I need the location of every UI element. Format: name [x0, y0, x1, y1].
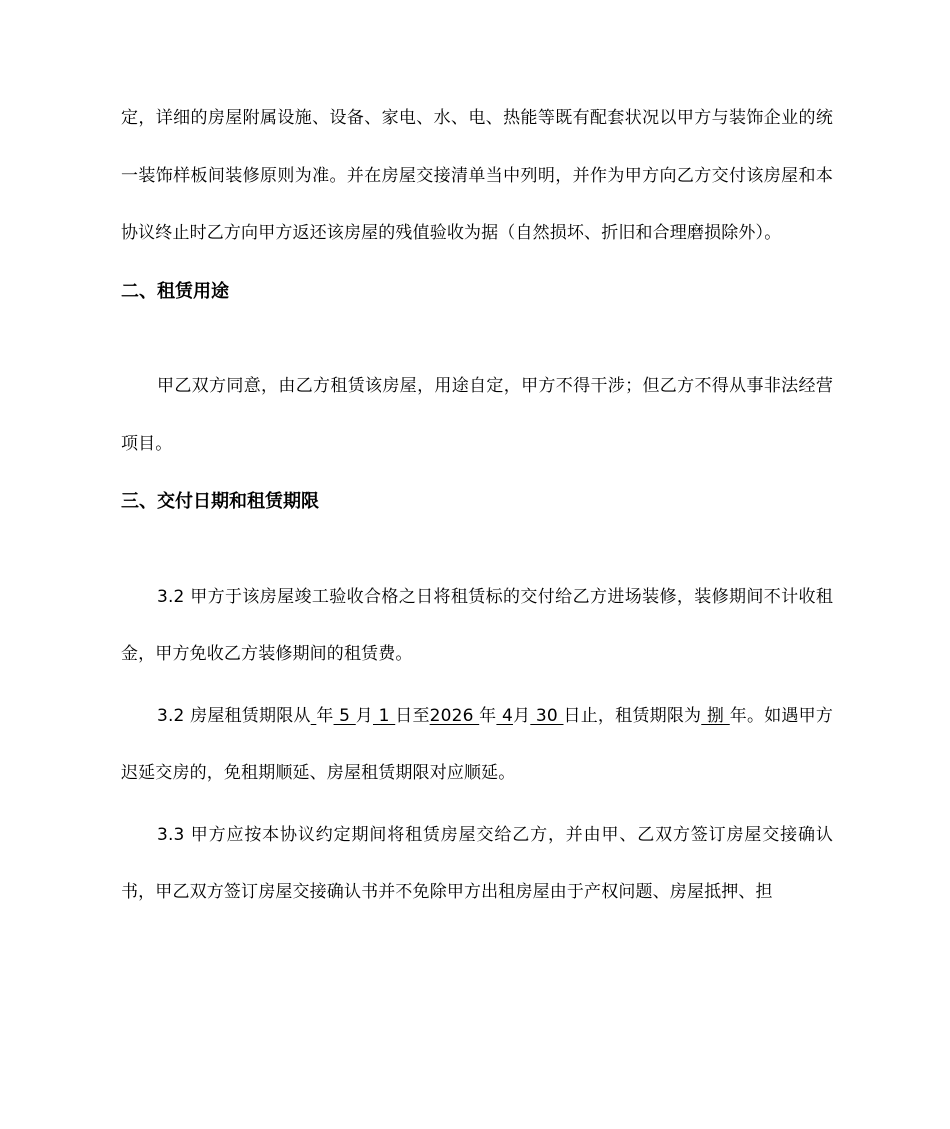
start-month: 5 — [333, 705, 356, 726]
start-day: 1 — [373, 705, 396, 726]
label-month: 月 — [513, 705, 531, 726]
clause-lease-term — [121, 688, 833, 803]
section-2-heading: 二、租赁用途 — [121, 280, 229, 302]
spacer — [121, 320, 833, 358]
intro-paragraph: 定，详细的房屋附属设施、设备、家电、水、电、热能等既有配套状况以甲方与装饰企业的统一装饰样板间装修原则为准。并在房屋交接清单当中列明，并作为甲方向乙方交付该房屋和本协议终止时乙方向甲方返还该房屋的残值验收为据（自然损坏、折旧和合理磨损除外）。 — [121, 108, 833, 243]
section-3-heading: 三、交付日期和租赁期限 — [121, 491, 319, 512]
clause-delivery: 3.2 甲方于该房屋竣工验收合格之日将租赁标的交付给乙方进场装修，装修期间不计收租金，甲方免收乙方装修期间的租赁费。 — [121, 586, 833, 664]
end-day: 30 — [530, 705, 564, 726]
clause-3-3: 3.3 甲方应按本协议约定期间将租赁房屋交给乙方，并由甲、乙双方签订房屋交接确认书，甲乙双方签订房屋交接确认书并不免除甲方出租房屋由于产权问题、房屋抵押、担 — [121, 824, 833, 902]
spacer — [121, 531, 833, 569]
label-month: 月 — [355, 705, 373, 726]
section-2-paragraph: 甲乙双方同意，由乙方租赁该房屋，用途自定，甲方不得干涉；但乙方不得从事非法经营项目。 — [121, 376, 833, 454]
label-year: 年 — [479, 705, 497, 726]
term-suffix: 年。如遇甲方迟延交房的，免租期顺延、房屋租赁期限对应顺延。 — [121, 705, 834, 783]
label-day-to: 日至 — [395, 705, 430, 726]
term-years: 捌 — [701, 705, 730, 726]
term-prefix: 3.2 房屋租赁期限从 — [157, 705, 311, 726]
end-year: 2026 — [429, 705, 480, 726]
label-end: 日止，租赁期限为 — [563, 705, 702, 726]
label-year: 年 — [316, 705, 334, 726]
document-body — [121, 90, 833, 922]
end-month: 4 — [496, 705, 513, 726]
